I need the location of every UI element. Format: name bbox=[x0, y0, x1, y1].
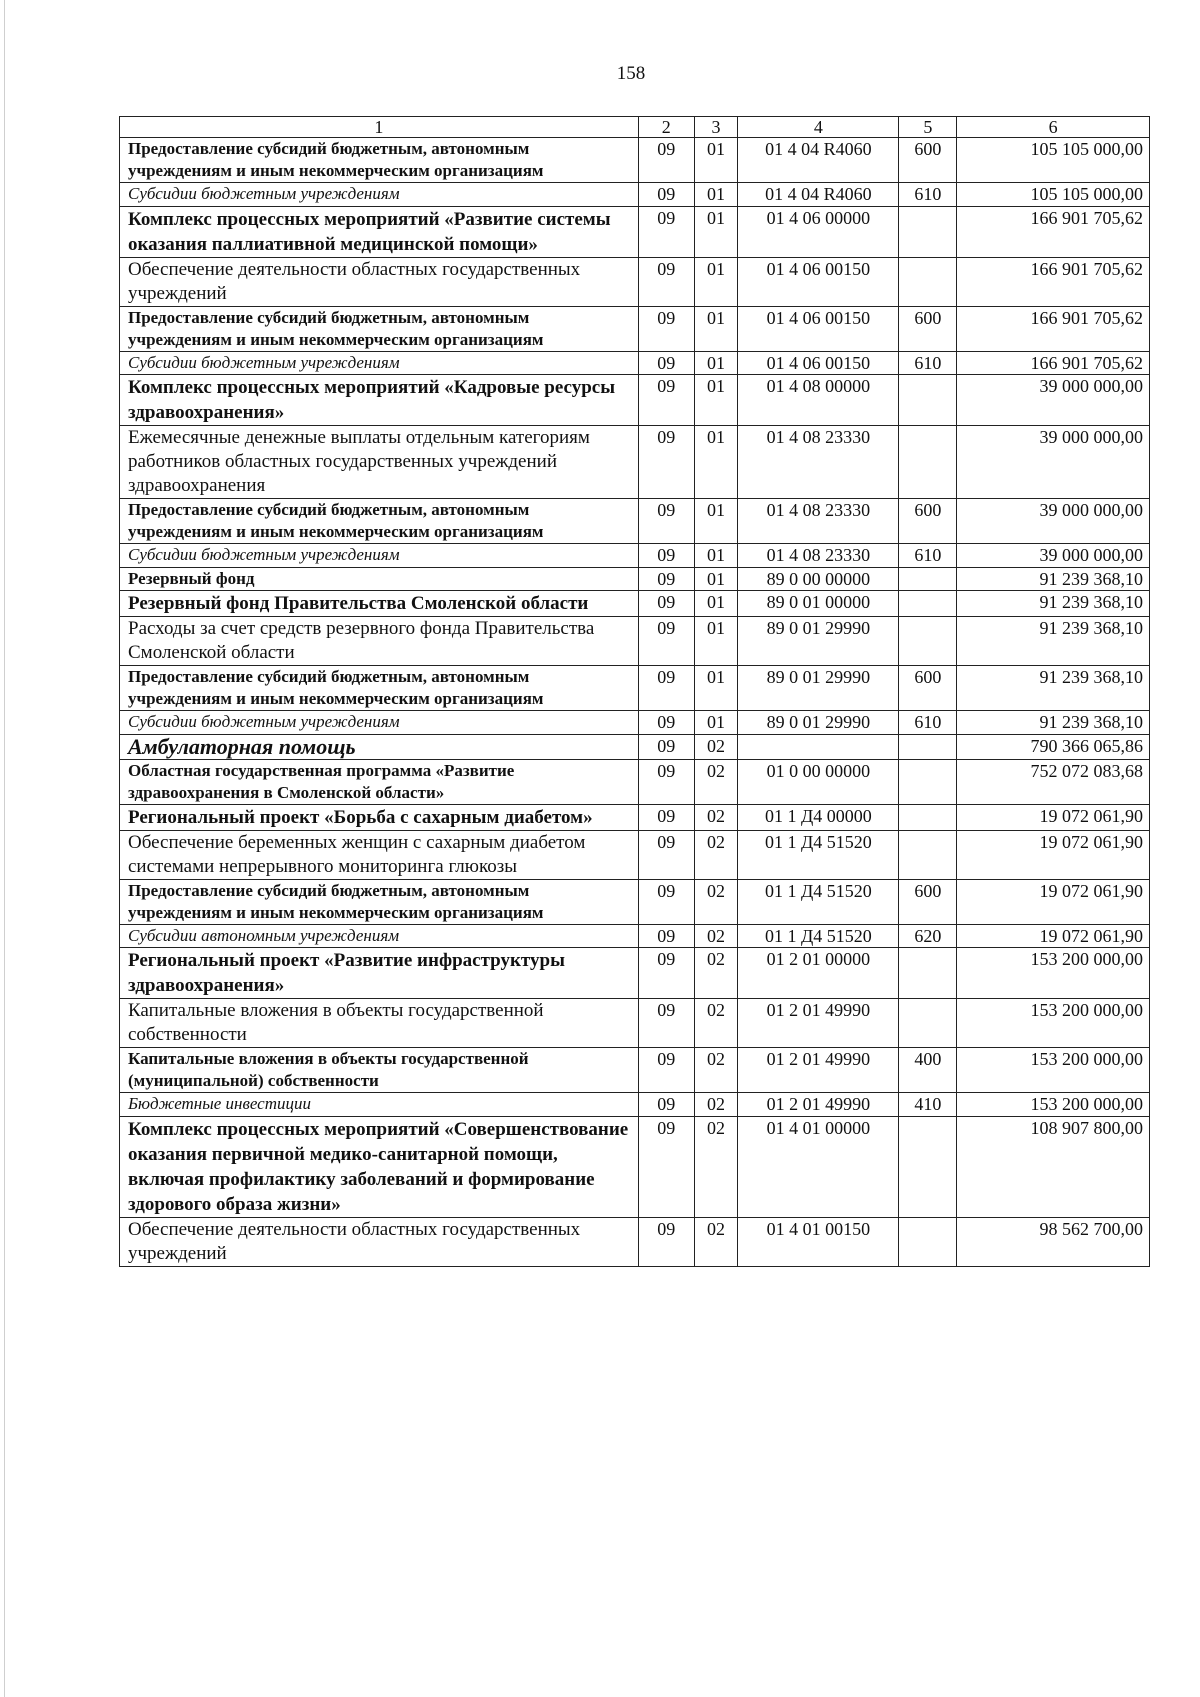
subsection-code-cell: 01 bbox=[694, 426, 738, 499]
target-article-cell: 89 0 01 29990 bbox=[738, 617, 899, 666]
expense-name-cell: Обеспечение деятельности областных государственных учреждений bbox=[120, 257, 639, 306]
subsection-code-cell: 01 bbox=[694, 138, 738, 183]
amount-cell: 105 105 000,00 bbox=[957, 183, 1150, 207]
subsection-code-cell: 02 bbox=[694, 924, 738, 948]
expense-type-cell bbox=[899, 567, 957, 591]
column-header: 6 bbox=[957, 117, 1150, 138]
expense-name-cell: Комплекс процессных мероприятий «Развитие системы оказания паллиативной медицинской помощи» bbox=[120, 206, 639, 257]
section-code-cell: 09 bbox=[638, 375, 694, 426]
page-number: 158 bbox=[616, 63, 646, 84]
target-article-cell: 89 0 00 00000 bbox=[738, 567, 899, 591]
table-row bbox=[120, 759, 1150, 804]
column-header: 1 bbox=[120, 117, 639, 138]
expense-name-cell: Ежемесячные денежные выплаты отдельным категориям работников областных государственных учреждений здравоохранения bbox=[120, 426, 639, 499]
expense-type-cell: 600 bbox=[899, 306, 957, 351]
section-code-cell: 09 bbox=[638, 617, 694, 666]
amount-cell: 91 239 368,10 bbox=[957, 666, 1150, 711]
section-code-cell: 09 bbox=[638, 499, 694, 544]
amount-cell: 153 200 000,00 bbox=[957, 1048, 1150, 1093]
target-article-cell: 01 4 04 R4060 bbox=[738, 183, 899, 207]
section-code-cell: 09 bbox=[638, 306, 694, 351]
section-code-cell: 09 bbox=[638, 879, 694, 924]
table-row bbox=[120, 804, 1150, 830]
expense-name-cell: Предоставление субсидий бюджетным, автономным учреждениям и иным некоммерческим организациям bbox=[120, 666, 639, 711]
column-header: 3 bbox=[694, 117, 738, 138]
expense-name-cell: Предоставление субсидий бюджетным, автономным учреждениям и иным некоммерческим организациям bbox=[120, 499, 639, 544]
target-article-cell: 01 1 Д4 51520 bbox=[738, 924, 899, 948]
table-row bbox=[120, 591, 1150, 617]
expense-type-cell: 620 bbox=[899, 924, 957, 948]
expense-name-cell: Субсидии бюджетным учреждениям bbox=[120, 351, 639, 375]
section-code-cell: 09 bbox=[638, 1217, 694, 1266]
target-article-cell: 01 4 08 23330 bbox=[738, 499, 899, 544]
expense-type-cell bbox=[899, 617, 957, 666]
subsection-code-cell: 02 bbox=[694, 948, 738, 999]
amount-cell: 166 901 705,62 bbox=[957, 206, 1150, 257]
section-code-cell: 09 bbox=[638, 183, 694, 207]
subsection-code-cell: 01 bbox=[694, 591, 738, 617]
expense-type-cell: 600 bbox=[899, 138, 957, 183]
table-row bbox=[120, 666, 1150, 711]
column-header: 2 bbox=[638, 117, 694, 138]
subsection-code-cell: 01 bbox=[694, 711, 738, 735]
expense-name-cell: Расходы за счет средств резервного фонда Правительства Смоленской области bbox=[120, 617, 639, 666]
expense-name-cell: Субсидии бюджетным учреждениям bbox=[120, 711, 639, 735]
expense-name-cell: Обеспечение деятельности областных государственных учреждений bbox=[120, 1217, 639, 1266]
target-article-cell: 01 2 01 49990 bbox=[738, 1048, 899, 1093]
subsection-code-cell: 02 bbox=[694, 879, 738, 924]
amount-cell: 153 200 000,00 bbox=[957, 1093, 1150, 1117]
expense-type-cell: 610 bbox=[899, 351, 957, 375]
amount-cell: 752 072 083,68 bbox=[957, 759, 1150, 804]
expense-type-cell bbox=[899, 734, 957, 759]
target-article-cell: 89 0 01 00000 bbox=[738, 591, 899, 617]
expense-name-cell: Капитальные вложения в объекты государственной собственности bbox=[120, 999, 639, 1048]
section-code-cell: 09 bbox=[638, 257, 694, 306]
table-row bbox=[120, 257, 1150, 306]
expense-name-cell: Предоставление субсидий бюджетным, автономным учреждениям и иным некоммерческим организациям bbox=[120, 879, 639, 924]
section-code-cell: 09 bbox=[638, 759, 694, 804]
target-article-cell: 01 4 01 00000 bbox=[738, 1116, 899, 1217]
subsection-code-cell: 02 bbox=[694, 999, 738, 1048]
expense-type-cell: 400 bbox=[899, 1048, 957, 1093]
section-code-cell: 09 bbox=[638, 830, 694, 879]
amount-cell: 39 000 000,00 bbox=[957, 426, 1150, 499]
expense-name-cell: Комплекс процессных мероприятий «Совершенствование оказания первичной медико-санитарной помощи, включая профилактику заболеваний и формирование здорового образа жизни» bbox=[120, 1116, 639, 1217]
table-row bbox=[120, 206, 1150, 257]
expense-type-cell bbox=[899, 591, 957, 617]
subsection-code-cell: 01 bbox=[694, 567, 738, 591]
table-row bbox=[120, 1116, 1150, 1217]
expense-name-cell: Предоставление субсидий бюджетным, автономным учреждениям и иным некоммерческим организациям bbox=[120, 138, 639, 183]
table-row bbox=[120, 1093, 1150, 1117]
section-code-cell: 09 bbox=[638, 1116, 694, 1217]
table-row bbox=[120, 999, 1150, 1048]
subsection-code-cell: 01 bbox=[694, 499, 738, 544]
table-row bbox=[120, 1048, 1150, 1093]
table-row bbox=[120, 711, 1150, 735]
table-row bbox=[120, 567, 1150, 591]
amount-cell: 790 366 065,86 bbox=[957, 734, 1150, 759]
amount-cell: 153 200 000,00 bbox=[957, 948, 1150, 999]
expense-name-cell: Амбулаторная помощь bbox=[120, 734, 639, 759]
expense-type-cell bbox=[899, 375, 957, 426]
target-article-cell: 01 4 06 00150 bbox=[738, 257, 899, 306]
expense-name-cell: Субсидии бюджетным учреждениям bbox=[120, 544, 639, 568]
section-code-cell: 09 bbox=[638, 426, 694, 499]
target-article-cell: 01 4 08 23330 bbox=[738, 426, 899, 499]
target-article-cell bbox=[738, 734, 899, 759]
table-row bbox=[120, 351, 1150, 375]
expense-type-cell bbox=[899, 1116, 957, 1217]
table-row bbox=[120, 830, 1150, 879]
amount-cell: 39 000 000,00 bbox=[957, 499, 1150, 544]
table-row bbox=[120, 138, 1150, 183]
expense-type-cell: 410 bbox=[899, 1093, 957, 1117]
scan-margin-line bbox=[4, 0, 5, 1697]
subsection-code-cell: 02 bbox=[694, 1217, 738, 1266]
amount-cell: 39 000 000,00 bbox=[957, 544, 1150, 568]
section-code-cell: 09 bbox=[638, 999, 694, 1048]
table-row bbox=[120, 948, 1150, 999]
expense-type-cell bbox=[899, 426, 957, 499]
amount-cell: 91 239 368,10 bbox=[957, 617, 1150, 666]
subsection-code-cell: 01 bbox=[694, 666, 738, 711]
expense-name-cell: Региональный проект «Развитие инфраструктуры здравоохранения» bbox=[120, 948, 639, 999]
table-row bbox=[120, 734, 1150, 759]
subsection-code-cell: 02 bbox=[694, 734, 738, 759]
expense-type-cell bbox=[899, 830, 957, 879]
expense-name-cell: Комплекс процессных мероприятий «Кадровые ресурсы здравоохранения» bbox=[120, 375, 639, 426]
section-code-cell: 09 bbox=[638, 206, 694, 257]
subsection-code-cell: 01 bbox=[694, 617, 738, 666]
table-row bbox=[120, 879, 1150, 924]
subsection-code-cell: 02 bbox=[694, 1048, 738, 1093]
amount-cell: 19 072 061,90 bbox=[957, 804, 1150, 830]
amount-cell: 166 901 705,62 bbox=[957, 306, 1150, 351]
expense-type-cell bbox=[899, 804, 957, 830]
section-code-cell: 09 bbox=[638, 351, 694, 375]
table-row bbox=[120, 544, 1150, 568]
target-article-cell: 01 4 04 R4060 bbox=[738, 138, 899, 183]
amount-cell: 153 200 000,00 bbox=[957, 999, 1150, 1048]
target-article-cell: 01 4 08 23330 bbox=[738, 544, 899, 568]
amount-cell: 108 907 800,00 bbox=[957, 1116, 1150, 1217]
section-code-cell: 09 bbox=[638, 666, 694, 711]
expense-type-cell: 600 bbox=[899, 879, 957, 924]
subsection-code-cell: 01 bbox=[694, 183, 738, 207]
target-article-cell: 01 2 01 49990 bbox=[738, 1093, 899, 1117]
amount-cell: 19 072 061,90 bbox=[957, 830, 1150, 879]
expense-name-cell: Резервный фонд bbox=[120, 567, 639, 591]
expense-type-cell: 610 bbox=[899, 183, 957, 207]
table-row bbox=[120, 617, 1150, 666]
subsection-code-cell: 01 bbox=[694, 306, 738, 351]
expense-type-cell bbox=[899, 999, 957, 1048]
subsection-code-cell: 02 bbox=[694, 830, 738, 879]
amount-cell: 39 000 000,00 bbox=[957, 375, 1150, 426]
target-article-cell: 01 4 01 00150 bbox=[738, 1217, 899, 1266]
amount-cell: 19 072 061,90 bbox=[957, 879, 1150, 924]
amount-cell: 91 239 368,10 bbox=[957, 591, 1150, 617]
expense-name-cell: Субсидии автономным учреждениям bbox=[120, 924, 639, 948]
expense-type-cell bbox=[899, 759, 957, 804]
target-article-cell: 01 1 Д4 51520 bbox=[738, 879, 899, 924]
amount-cell: 91 239 368,10 bbox=[957, 567, 1150, 591]
budget-table bbox=[119, 116, 1150, 1267]
table-row bbox=[120, 924, 1150, 948]
subsection-code-cell: 02 bbox=[694, 1116, 738, 1217]
section-code-cell: 09 bbox=[638, 567, 694, 591]
expense-type-cell bbox=[899, 1217, 957, 1266]
table-row bbox=[120, 306, 1150, 351]
amount-cell: 91 239 368,10 bbox=[957, 711, 1150, 735]
section-code-cell: 09 bbox=[638, 804, 694, 830]
expense-type-cell: 600 bbox=[899, 666, 957, 711]
section-code-cell: 09 bbox=[638, 544, 694, 568]
amount-cell: 105 105 000,00 bbox=[957, 138, 1150, 183]
amount-cell: 19 072 061,90 bbox=[957, 924, 1150, 948]
target-article-cell: 89 0 01 29990 bbox=[738, 666, 899, 711]
target-article-cell: 01 1 Д4 00000 bbox=[738, 804, 899, 830]
section-code-cell: 09 bbox=[638, 924, 694, 948]
expense-name-cell: Обеспечение беременных женщин с сахарным диабетом системами непрерывного мониторинга глюкозы bbox=[120, 830, 639, 879]
expense-name-cell: Субсидии бюджетным учреждениям bbox=[120, 183, 639, 207]
target-article-cell: 89 0 01 29990 bbox=[738, 711, 899, 735]
budget-table-body bbox=[120, 117, 1150, 1267]
target-article-cell: 01 4 06 00150 bbox=[738, 351, 899, 375]
expense-name-cell: Региональный проект «Борьба с сахарным диабетом» bbox=[120, 804, 639, 830]
subsection-code-cell: 01 bbox=[694, 544, 738, 568]
target-article-cell: 01 2 01 00000 bbox=[738, 948, 899, 999]
section-code-cell: 09 bbox=[638, 948, 694, 999]
target-article-cell: 01 1 Д4 51520 bbox=[738, 830, 899, 879]
subsection-code-cell: 02 bbox=[694, 804, 738, 830]
expense-type-cell bbox=[899, 948, 957, 999]
subsection-code-cell: 01 bbox=[694, 206, 738, 257]
expense-type-cell bbox=[899, 257, 957, 306]
subsection-code-cell: 02 bbox=[694, 759, 738, 804]
expense-name-cell: Бюджетные инвестиции bbox=[120, 1093, 639, 1117]
expense-type-cell bbox=[899, 206, 957, 257]
table-row bbox=[120, 499, 1150, 544]
subsection-code-cell: 01 bbox=[694, 257, 738, 306]
target-article-cell: 01 0 00 00000 bbox=[738, 759, 899, 804]
expense-type-cell: 610 bbox=[899, 544, 957, 568]
expense-name-cell: Резервный фонд Правительства Смоленской области bbox=[120, 591, 639, 617]
target-article-cell: 01 4 06 00150 bbox=[738, 306, 899, 351]
target-article-cell: 01 4 06 00000 bbox=[738, 206, 899, 257]
section-code-cell: 09 bbox=[638, 1093, 694, 1117]
table-row bbox=[120, 1217, 1150, 1266]
column-header-row bbox=[120, 117, 1150, 138]
expense-type-cell: 600 bbox=[899, 499, 957, 544]
section-code-cell: 09 bbox=[638, 711, 694, 735]
column-header: 4 bbox=[738, 117, 899, 138]
expense-type-cell: 610 bbox=[899, 711, 957, 735]
target-article-cell: 01 2 01 49990 bbox=[738, 999, 899, 1048]
table-row bbox=[120, 183, 1150, 207]
expense-name-cell: Областная государственная программа «Развитие здравоохранения в Смоленской области» bbox=[120, 759, 639, 804]
target-article-cell: 01 4 08 00000 bbox=[738, 375, 899, 426]
amount-cell: 98 562 700,00 bbox=[957, 1217, 1150, 1266]
table-row bbox=[120, 426, 1150, 499]
section-code-cell: 09 bbox=[638, 1048, 694, 1093]
section-code-cell: 09 bbox=[638, 591, 694, 617]
amount-cell: 166 901 705,62 bbox=[957, 351, 1150, 375]
expense-name-cell: Капитальные вложения в объекты государственной (муниципальной) собственности bbox=[120, 1048, 639, 1093]
column-header: 5 bbox=[899, 117, 957, 138]
subsection-code-cell: 02 bbox=[694, 1093, 738, 1117]
section-code-cell: 09 bbox=[638, 734, 694, 759]
amount-cell: 166 901 705,62 bbox=[957, 257, 1150, 306]
expense-name-cell: Предоставление субсидий бюджетным, автономным учреждениям и иным некоммерческим организациям bbox=[120, 306, 639, 351]
subsection-code-cell: 01 bbox=[694, 351, 738, 375]
section-code-cell: 09 bbox=[638, 138, 694, 183]
subsection-code-cell: 01 bbox=[694, 375, 738, 426]
table-row bbox=[120, 375, 1150, 426]
